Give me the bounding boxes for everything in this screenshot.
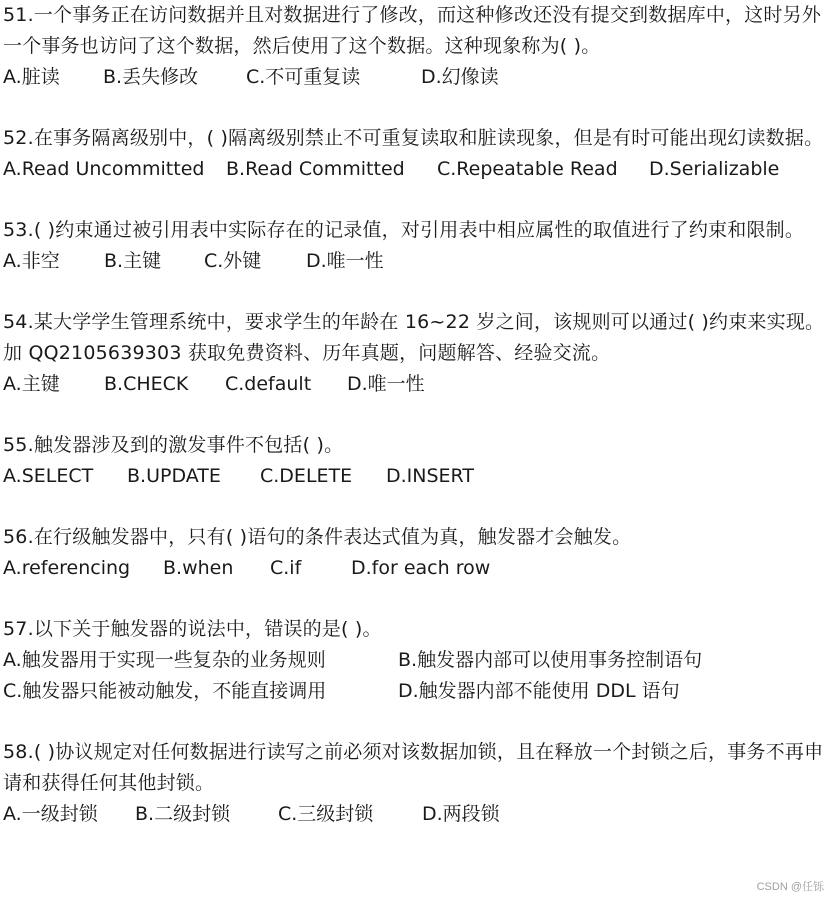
option-d: D.唯一性 xyxy=(306,250,384,272)
option-d: D.幻像读 xyxy=(421,66,499,88)
option-row xyxy=(3,645,833,676)
option-row xyxy=(3,369,833,400)
option-row xyxy=(3,246,833,277)
question-58 xyxy=(3,737,833,830)
option-c: C.不可重复读 xyxy=(246,66,361,88)
option-d: D.两段锁 xyxy=(422,803,500,825)
option-a: A.Read Uncommitted xyxy=(3,158,205,180)
option-c: C.触发器只能被动触发，不能直接调用 xyxy=(3,680,327,702)
option-b: B.Read Committed xyxy=(226,158,405,180)
option-row xyxy=(3,62,833,93)
option-d: D.触发器内部不能使用 DDL 语句 xyxy=(398,680,680,702)
option-b: B.CHECK xyxy=(104,373,189,395)
question-stem: 52.在事务隔离级别中，( )隔离级别禁止不可重复读取和脏读现象，但是有时可能出现幻读数据。 xyxy=(3,127,824,149)
option-a: A.触发器用于实现一些复杂的业务规则 xyxy=(3,649,326,671)
exam-document xyxy=(3,0,833,860)
option-c: C.外键 xyxy=(204,250,262,272)
question-stem: 53.( )约束通过被引用表中实际存在的记录值，对引用表中相应属性的取值进行了约束和限制。 xyxy=(3,219,805,241)
question-stem: 54.某大学学生管理系统中，要求学生的年龄在 16~22 岁之间，该规则可以通过( )约束来实现。加 QQ2105639303 获取免费资料、历年真题，问题解答、经验交流。 xyxy=(3,311,825,364)
option-b: B.触发器内部可以使用事务控制语句 xyxy=(398,649,703,671)
question-53 xyxy=(3,215,833,277)
option-d: D.Serializable xyxy=(649,158,780,180)
option-row xyxy=(3,676,833,707)
question-55 xyxy=(3,430,833,492)
option-row xyxy=(3,461,833,492)
question-54 xyxy=(3,307,833,400)
option-row xyxy=(3,553,833,584)
option-c: C.Repeatable Read xyxy=(437,158,618,180)
option-c: C.default xyxy=(225,373,312,395)
option-a: A.referencing xyxy=(3,557,131,579)
option-c: C.DELETE xyxy=(260,465,353,487)
option-a: A.非空 xyxy=(3,250,60,272)
question-stem: 55.触发器涉及到的激发事件不包括( )。 xyxy=(3,434,344,456)
option-b: B.主键 xyxy=(104,250,162,272)
question-stem: 57.以下关于触发器的说法中，错误的是( )。 xyxy=(3,618,382,640)
option-a: A.主键 xyxy=(3,373,60,395)
question-57 xyxy=(3,614,833,707)
option-c: C.if xyxy=(270,557,302,579)
option-c: C.三级封锁 xyxy=(278,803,374,825)
option-a: A.SELECT xyxy=(3,465,94,487)
question-stem: 51.一个事务正在访问数据并且对数据进行了修改，而这种修改还没有提交到数据库中，这时另外一个事务也访问了这个数据，然后使用了这个数据。这种现象称为( )。 xyxy=(3,4,822,57)
option-d: D.for each row xyxy=(351,557,491,579)
option-b: B.UPDATE xyxy=(127,465,221,487)
csdn-watermark: CSDN @任铄 xyxy=(756,881,824,893)
option-d: D.唯一性 xyxy=(347,373,425,395)
option-row xyxy=(3,154,833,185)
option-a: A.脏读 xyxy=(3,66,60,88)
option-b: B.丢失修改 xyxy=(103,66,199,88)
option-b: B.二级封锁 xyxy=(135,803,231,825)
question-stem: 58.( )协议规定对任何数据进行读写之前必须对该数据加锁，且在释放一个封锁之后，事务不再申请和获得任何其他封锁。 xyxy=(3,741,824,794)
option-row xyxy=(3,799,833,830)
question-56 xyxy=(3,522,833,584)
question-52 xyxy=(3,123,833,185)
question-51 xyxy=(3,0,833,93)
question-stem: 56.在行级触发器中，只有( )语句的条件表达式值为真，触发器才会触发。 xyxy=(3,526,632,548)
option-b: B.when xyxy=(163,557,234,579)
option-a: A.一级封锁 xyxy=(3,803,98,825)
option-d: D.INSERT xyxy=(386,465,474,487)
